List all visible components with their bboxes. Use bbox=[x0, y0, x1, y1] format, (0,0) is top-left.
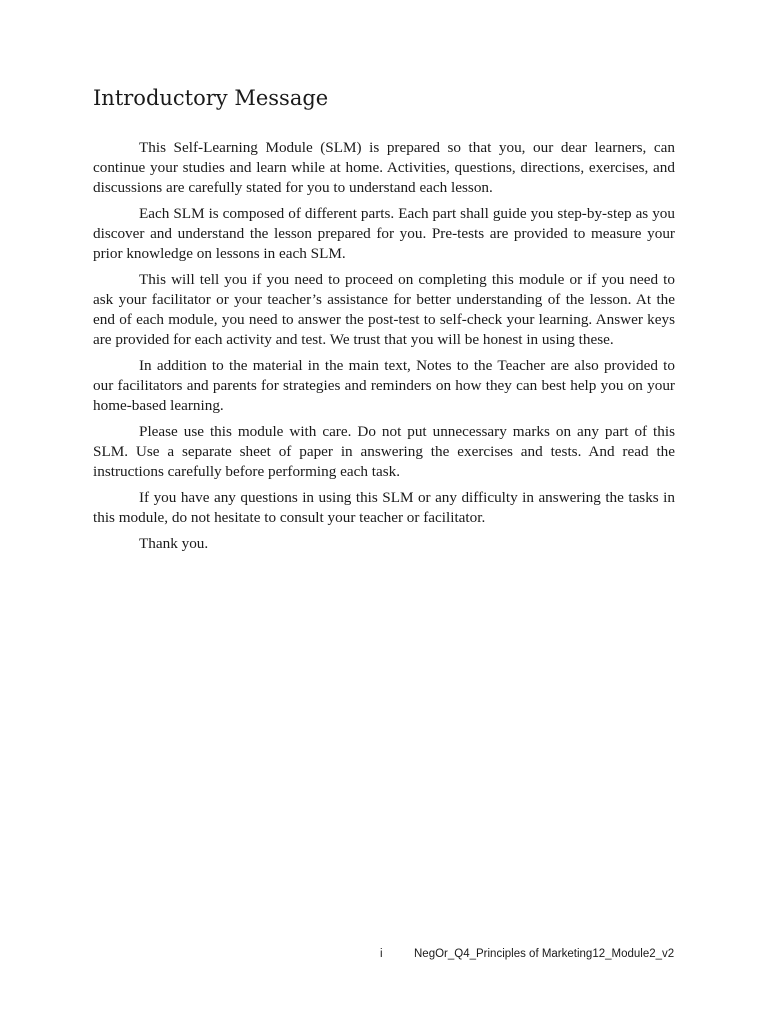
module-code: NegOr_Q4_Principles of Marketing12_Module2_v2 bbox=[414, 948, 675, 960]
page-number: i bbox=[380, 948, 383, 960]
paragraph-questions: If you have any questions in using this SLM or any difficulty in answering the tasks in this module, do not hesitate to consult your teacher or facilitator. bbox=[93, 489, 675, 526]
paragraph-progress: This will tell you if you need to proceed on completing this module or if you need to ask your facilitator or your teacher’s assistance for better understanding of the lesson. At the end of each module, you need to answer the post-test to self-check your learning. Answer keys are provided for each activity and test. We trust that you will be honest in using these. bbox=[93, 271, 675, 348]
page-footer bbox=[380, 948, 674, 960]
paragraph-intro: This Self-Learning Module (SLM) is prepared so that you, our dear learners, can continue your studies and learn while at home. Activities, questions, directions, exercises, and discussions are carefully stated for you to understand each lesson. bbox=[93, 139, 675, 196]
paragraph-thanks: Thank you. bbox=[139, 535, 209, 552]
message-body bbox=[93, 138, 675, 560]
paragraph-parts: Each SLM is composed of different parts. Each part shall guide you step-by-step as you discover and understand the lesson prepared for you. Pre-tests are provided to measure your prior knowledge on lessons in each SLM. bbox=[93, 205, 675, 262]
page-title: Introductory Message bbox=[93, 86, 329, 110]
paragraph-care: Please use this module with care. Do not put unnecessary marks on any part of this SLM. Use a separate sheet of paper in answering the exercises and tests. And read the instructions carefully before performing each task. bbox=[93, 423, 675, 480]
paragraph-notes: In addition to the material in the main text, Notes to the Teacher are also provided to our facilitators and parents for strategies and reminders on how they can best help you on your home-based learning. bbox=[93, 357, 675, 414]
